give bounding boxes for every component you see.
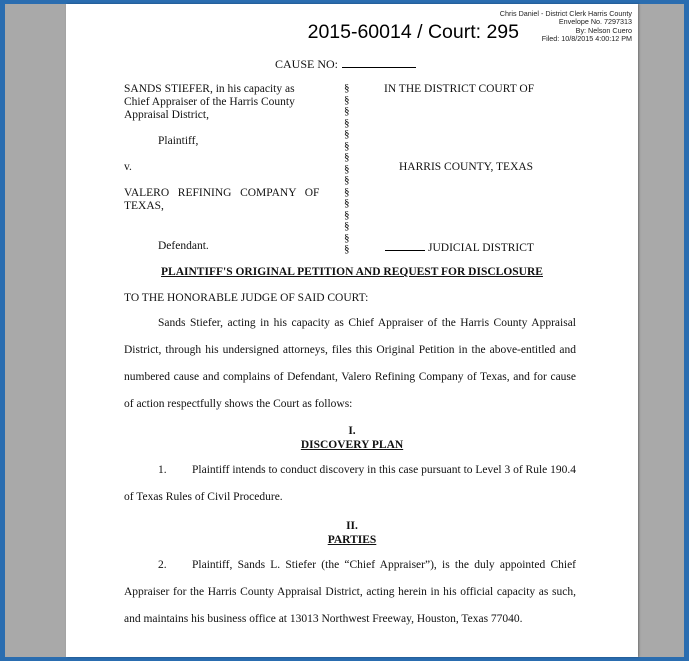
section-symbol-column [344,83,350,256]
stamp-clerk: Chris Daniel - District Clerk Harris County [499,9,632,18]
filing-stamp [500,10,632,44]
stamp-filed: Filed: 10/8/2015 4:00:12 PM [541,34,632,44]
versus: v. [124,161,132,173]
section-1-item [124,457,576,511]
section-symbol: § [344,208,350,221]
section-symbol: § [344,128,350,140]
plaintiff-line-1: SANDS STIEFER, in his capacity as [124,83,295,95]
section-symbol: § [344,82,350,94]
defendant-line-1: VALERO REFINING COMPANY OF [124,187,320,199]
plaintiff-role: Plaintiff, [158,135,199,147]
intro-paragraph [124,310,576,418]
section-symbol: § [344,197,350,209]
petition-title: PLAINTIFF'S ORIGINAL PETITION AND REQUEST FOR DISCLOSURE [161,266,543,278]
cause-number [275,57,416,72]
section-symbol: § [344,162,350,175]
case-number-title: 2015-60014 / Court: 295 [307,21,519,43]
document-page [66,4,638,657]
section-symbol: § [344,243,350,255]
section-2-title: PARTIES [327,534,377,546]
section-symbol: § [344,116,350,129]
court-line-3 [385,240,534,255]
section-symbol: § [344,151,350,163]
item-number: 2. [158,559,167,571]
plaintiff-line-2: Chief Appraiser of the Harris County [124,96,295,108]
section-symbol: § [344,105,350,117]
section-symbol: § [344,185,350,198]
cause-label: CAUSE NO: [275,57,339,71]
section-symbol: § [344,231,350,244]
court-line-2: HARRIS COUNTY, TEXAS [399,161,534,173]
salutation: TO THE HONORABLE JUDGE OF SAID COURT: [124,292,369,304]
court-line-1: IN THE DISTRICT COURT OF [384,83,535,95]
judicial-district-label: JUDICIAL DISTRICT [428,242,534,254]
stamp-by: By: Nelson Cuero [575,25,632,35]
section-1-title: DISCOVERY PLAN [300,439,404,451]
district-blank [385,240,425,251]
section-1-numeral: I. [348,425,356,437]
intro-text: Sands Stiefer, acting in his capacity as Chief Appraiser of the Harris County Appraisal District, through his undersigned attorneys, files this Original Petition in the above-entitled and numbered cause and complains of Defendant, Valero Refining Company of Texas, and for cause of action respectfully shows the Court as follows: [124,317,576,410]
section-symbol: § [344,139,350,152]
section-2-item [124,552,576,633]
plaintiff-line-3: Appraisal District, [124,109,209,121]
defendant-role: Defendant. [158,240,209,252]
stamp-envelope: Envelope No. 7297313 [558,17,632,27]
item-number: 1. [158,464,167,476]
section-symbol: § [344,93,350,106]
section-2-numeral: II. [346,520,358,532]
cause-blank [342,57,416,68]
item-text: Plaintiff intends to conduct discovery in this case pursuant to Level 3 of Rule 190.4 of Texas Rules of Civil Procedure. [124,464,577,503]
section-symbol: § [344,174,350,186]
document-viewer [5,4,684,657]
section-symbol: § [344,220,350,232]
item-text: Plaintiff, Sands L. Stiefer (the “Chief Appraiser”), is the duly appointed Chief Appraiser for the Harris County Appraisal District, acting herein in his official capacity as such, and maintains his business office at 13013 Northwest Freeway, Houston, Texas 77040. [124,559,576,625]
defendant-line-2: TEXAS, [124,200,164,212]
